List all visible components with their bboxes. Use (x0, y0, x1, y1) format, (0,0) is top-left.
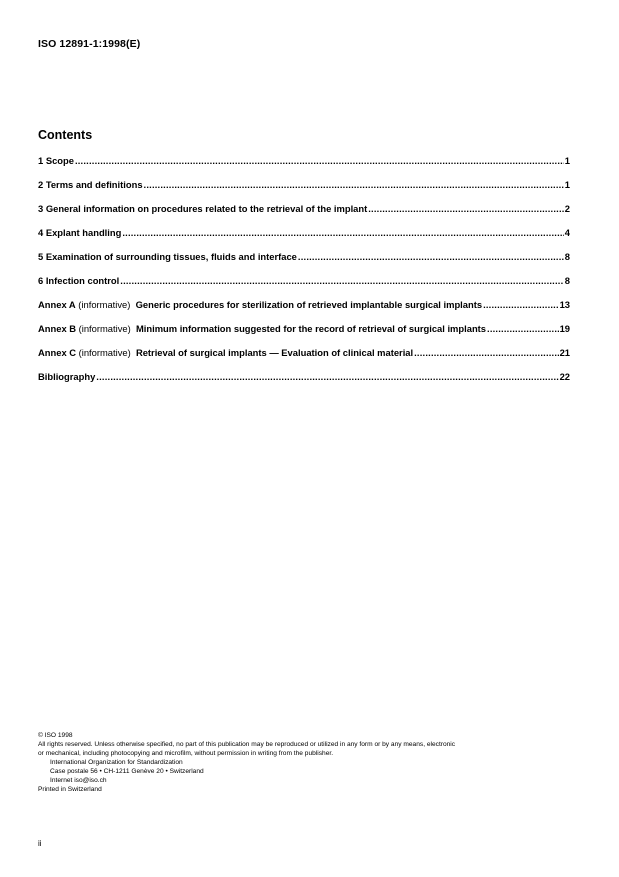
toc-entry-title: 2 Terms and definitions (38, 179, 143, 190)
toc-entry-annex-c[interactable] (38, 347, 570, 371)
dot-leader (122, 227, 563, 239)
page-number: ii (38, 839, 42, 848)
toc-annex-qualifier: (informative) (78, 347, 131, 358)
organization-name: International Organization for Standardization (50, 759, 183, 766)
toc-entry-title: Generic procedures for sterilization of retrieved implantable surgical implants (135, 299, 483, 310)
toc-annex-label: Annex A (38, 299, 76, 310)
toc-page-number: 21 (559, 347, 570, 358)
toc-entry-title: 6 Infection control (38, 275, 120, 286)
table-of-contents (38, 155, 570, 395)
toc-entry-examination[interactable] (38, 251, 570, 275)
toc-annex-label: Annex C (38, 347, 77, 358)
toc-page-number: 8 (564, 275, 570, 286)
toc-entry-title: 3 General information on procedures related to the retrieval of the implant (38, 203, 368, 214)
toc-page-number: 19 (559, 323, 570, 334)
toc-entry-scope[interactable] (38, 155, 570, 179)
organization-internet: Internet iso@iso.ch (50, 777, 107, 784)
toc-entry-title: 5 Examination of surrounding tissues, fluids and interface (38, 251, 297, 262)
toc-annex-label: Annex B (38, 323, 77, 334)
toc-annex-qualifier: (informative) (78, 299, 131, 310)
toc-entry-annex-a[interactable] (38, 299, 570, 323)
toc-entry-title: Minimum information suggested for the record of retrieval of surgical implants (135, 323, 487, 334)
toc-annex-qualifier: (informative) (78, 323, 131, 334)
toc-page-number: 13 (559, 299, 570, 310)
toc-entry-general-information[interactable] (38, 203, 570, 227)
organization-address: Case postale 56 • CH-1211 Genève 20 • Switzerland (50, 768, 204, 775)
toc-entry-title: Retrieval of surgical implants — Evaluation of clinical material (135, 347, 414, 358)
toc-page-number: 22 (559, 371, 570, 382)
dot-leader (414, 347, 558, 359)
dot-leader (368, 203, 564, 215)
rights-statement-line-1: All rights reserved. Unless otherwise specified, no part of this publication may be reproduced or utilized in any form or by any means, electronic (38, 741, 456, 748)
toc-page-number: 1 (564, 155, 570, 166)
rights-statement-line-2: or mechanical, including photocopying and microfilm, without permission in writing from the publisher. (38, 750, 334, 757)
toc-entry-bibliography[interactable] (38, 371, 570, 395)
dot-leader (120, 275, 564, 287)
dot-leader (144, 179, 564, 191)
dot-leader (96, 371, 558, 383)
contents-heading: Contents (38, 128, 93, 142)
dot-leader (487, 323, 559, 335)
toc-entry-annex-b[interactable] (38, 323, 570, 347)
toc-entry-terms[interactable] (38, 179, 570, 203)
toc-page-number: 2 (564, 203, 570, 214)
copyright-block (38, 731, 578, 794)
toc-page-number: 8 (564, 251, 570, 262)
toc-entry-explant-handling[interactable] (38, 227, 570, 251)
dot-leader (298, 251, 564, 263)
toc-page-number: 4 (564, 227, 570, 238)
dot-leader (75, 155, 564, 167)
dot-leader (483, 299, 559, 311)
toc-entry-title: 4 Explant handling (38, 227, 122, 238)
toc-entry-title: Bibliography (38, 371, 96, 382)
toc-entry-infection-control[interactable] (38, 275, 570, 299)
copyright-notice: © ISO 1998 (38, 732, 73, 739)
toc-page-number: 1 (564, 179, 570, 190)
printed-in: Printed in Switzerland (38, 786, 102, 793)
toc-entry-title: 1 Scope (38, 155, 74, 166)
document-identifier: ISO 12891-1:1998(E) (38, 38, 141, 50)
